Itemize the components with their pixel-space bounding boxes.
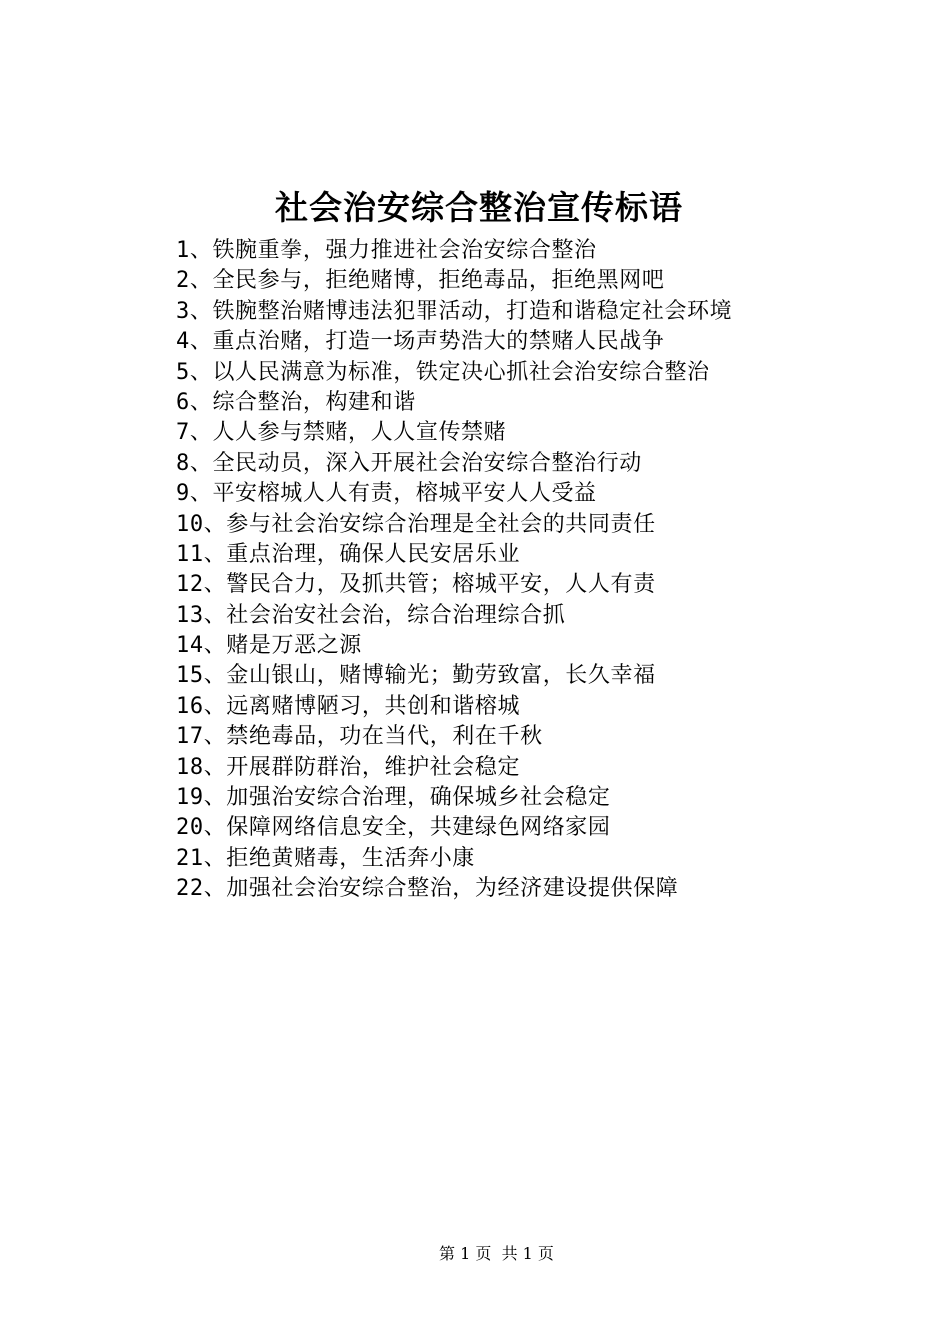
slogan-item: 12、警民合力，及抓共管；榕城平安，人人有责: [176, 572, 656, 598]
slogan-item: 18、开展群防群治，维护社会稳定: [176, 754, 521, 780]
slogan-item: 22、加强社会治安综合整治，为经济建设提供保障: [176, 876, 679, 902]
slogan-item: 8、全民动员，深入开展社会治安综合整治行动: [176, 450, 642, 476]
slogan-item: 15、金山银山，赌博输光；勤劳致富，长久幸福: [176, 663, 656, 689]
slogan-item: 13、社会治安社会治，综合治理综合抓: [176, 602, 566, 628]
slogan-item: 4、重点治赌，打造一场声势浩大的禁赌人民战争: [176, 329, 665, 355]
slogan-item: 14、赌是万恶之源: [176, 633, 362, 659]
slogan-list: [176, 236, 732, 905]
page-footer: [0, 1243, 950, 1265]
slogan-item: 2、全民参与，拒绝赌博，拒绝毒品，拒绝黑网吧: [176, 268, 665, 294]
slogan-item: 21、拒绝黄赌毒，生活奔小康: [176, 845, 475, 871]
slogan-item: 5、以人民满意为标准，铁定决心抓社会治安综合整治: [176, 359, 710, 385]
document-title: 社会治安综合整治宣传标语: [275, 188, 683, 227]
slogan-item: 7、人人参与禁赌，人人宣传禁赌: [176, 420, 507, 446]
slogan-item: 16、远离赌博陋习，共创和谐榕城: [176, 693, 521, 719]
slogan-item: 9、平安榕城人人有责，榕城平安人人受益: [176, 481, 597, 507]
slogan-item: 10、参与社会治安综合治理是全社会的共同责任: [176, 511, 656, 537]
page-indicator: 第 1 页 共 1 页: [439, 1244, 554, 1263]
slogan-item: 1、铁腕重拳，强力推进社会治安综合整治: [176, 238, 597, 263]
slogan-item: 6、综合整治，构建和谐: [176, 389, 416, 415]
slogan-item: 20、保障网络信息安全，共建绿色网络家园: [176, 815, 611, 841]
slogan-item: 17、禁绝毒品，功在当代，利在千秋: [176, 724, 543, 750]
slogan-item: 11、重点治理，确保人民安居乐业: [176, 541, 521, 567]
slogan-item: 19、加强治安综合治理，确保城乡社会稳定: [176, 785, 611, 811]
slogan-item: 3、铁腕整治赌博违法犯罪活动，打造和谐稳定社会环境: [176, 298, 733, 324]
